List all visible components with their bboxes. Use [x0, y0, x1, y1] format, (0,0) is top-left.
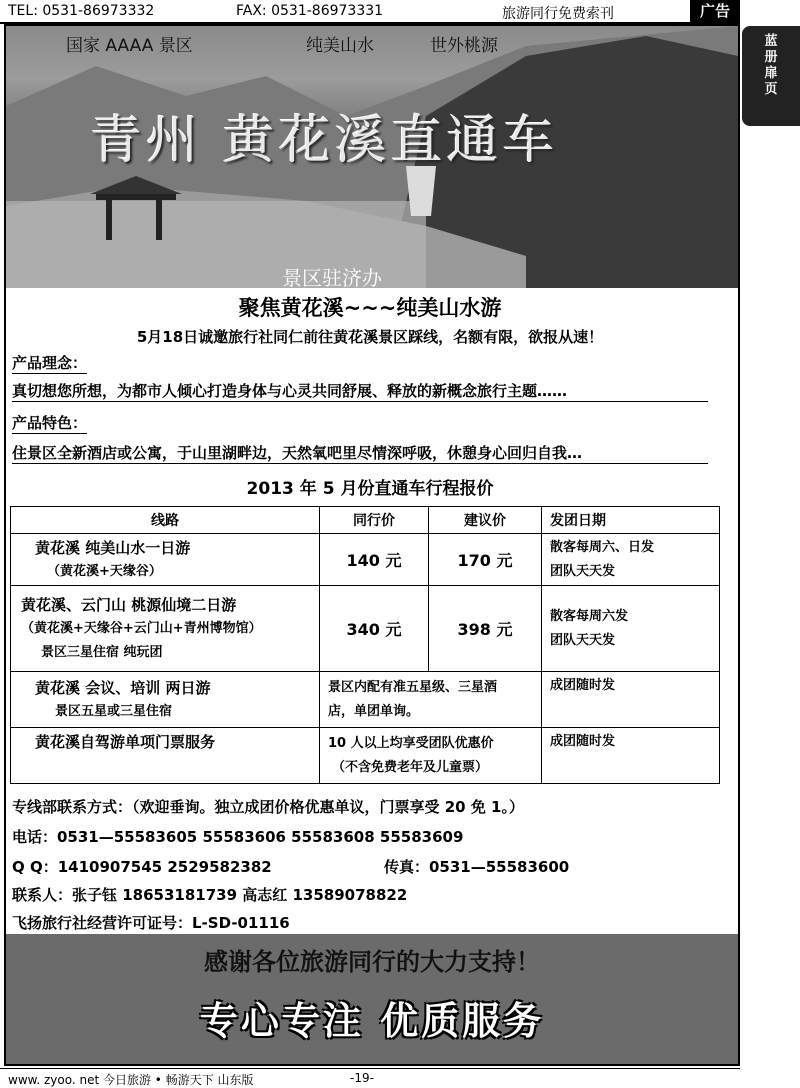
- route-cell: [11, 728, 320, 784]
- banner-title: 青州 黄花溪直通车: [90, 111, 559, 171]
- table-header-row: [11, 507, 720, 534]
- date-line: 散客每周六、日发: [550, 539, 655, 555]
- slogan: 专心专注 优质服务: [199, 999, 545, 1043]
- note-line: 景区内配有准五星级、三星酒: [328, 679, 498, 695]
- contact-fax: 传真：0531—55583600: [384, 858, 570, 876]
- side-tab-label: 蓝册扉页: [764, 34, 778, 97]
- date-line: 成团随时发: [550, 678, 616, 693]
- route-name: 黄花溪 纯美山水一日游: [35, 538, 191, 557]
- table-row: [11, 534, 720, 586]
- dates-cell: [542, 586, 720, 672]
- dates-cell: [542, 672, 720, 728]
- top-bar: [0, 0, 740, 24]
- date-line: 散客每周六发: [550, 608, 629, 624]
- route-name: 黄花溪、云门山 桃源仙境二日游: [21, 595, 237, 614]
- banner-office: 景区驻济办: [282, 266, 382, 288]
- header-dates: 发团日期: [542, 507, 720, 534]
- side-tab[interactable]: [742, 26, 800, 126]
- thanks-banner: [6, 934, 738, 1064]
- header-peer-price: 同行价: [320, 507, 429, 534]
- contact-person: 联系人：张子钰 18653181739 高志红 13589078822: [12, 886, 408, 904]
- note-cell: [320, 728, 542, 784]
- contact-intro: 专线部联系方式：（欢迎垂询。独立成团价格优惠单议，门票享受 20 免 1。）: [12, 798, 524, 816]
- concept-text: 真切想您所想，为都市人倾心打造身体与心灵共同舒展、释放的新概念旅行主题……: [12, 380, 708, 402]
- banner-subtitle-1: 国家 AAAA 景区: [66, 36, 193, 56]
- table-row: [11, 728, 720, 784]
- route-detail: 景区五星或三星住宿: [55, 703, 173, 719]
- note-line: 店，单团单询。: [328, 703, 420, 719]
- route-cell: [11, 672, 320, 728]
- contact-qq: Q Q：1410907545 2529582382: [12, 858, 272, 876]
- table-row: [11, 586, 720, 672]
- note-cell: [320, 672, 542, 728]
- suggest-price: 170 元: [429, 534, 542, 586]
- route-name: 黄花溪自驾游单项门票服务: [35, 733, 216, 751]
- route-detail: （黄花溪+天缘谷）: [47, 563, 162, 579]
- suggest-price: 398 元: [429, 586, 542, 672]
- concept-label: 产品理念：: [12, 354, 88, 372]
- peer-price: 140 元: [320, 534, 429, 586]
- banner-photo: [6, 26, 738, 288]
- date-line: 团队天天发: [550, 632, 616, 648]
- route-detail: 景区三星住宿 纯玩团: [41, 644, 163, 660]
- price-table-title: 2013 年 5 月份直通车行程报价: [246, 479, 494, 499]
- ad-tag: 广告: [690, 0, 740, 22]
- route-cell: [11, 534, 320, 586]
- date-line: 成团随时发: [550, 734, 616, 749]
- thanks-line: 感谢各位旅游同行的大力支持！: [204, 948, 540, 976]
- license: 飞扬旅行社经营许可证号：L-SD-01116: [12, 914, 290, 932]
- contact-phone: 电话：0531—55583605 55583606 55583608 55583609: [12, 828, 464, 846]
- notice: 5月18日诚邀旅行社同仁前往黄花溪景区踩线，名额有限，欲报从速！: [136, 328, 604, 346]
- date-line: 团队天天发: [550, 563, 616, 579]
- page-number: -19-: [350, 1071, 374, 1085]
- headline: 聚焦黄花溪~~~纯美山水游: [238, 296, 502, 320]
- price-table: [10, 506, 720, 784]
- footer-site: www. zyoo. net 今日旅游 • 畅游天下 山东版: [8, 1073, 254, 1087]
- route-cell: [11, 586, 320, 672]
- route-name: 黄花溪 会议、培训 两日游: [35, 678, 211, 697]
- header-suggest-price: 建议价: [429, 507, 542, 534]
- peer-price: 340 元: [320, 586, 429, 672]
- feature-text: 住景区全新酒店或公寓，于山里湖畔边，天然氧吧里尽情深呼吸，休憩身心回归自我…: [12, 442, 708, 464]
- table-row: [11, 672, 720, 728]
- header-fax: FAX: 0531-86973331: [236, 3, 384, 19]
- banner-subtitle-3: 世外桃源: [430, 36, 498, 56]
- feature-label: 产品特色：: [12, 414, 88, 432]
- header-index: 旅游同行免费索刊: [502, 6, 614, 22]
- note-line: 10 人以上均享受团队优惠价: [328, 735, 494, 751]
- banner-subtitle-2: 纯美山水: [306, 36, 374, 56]
- note-line: （不含免费老年及儿童票）: [332, 759, 489, 775]
- header-route: 线路: [11, 507, 320, 534]
- header-tel: TEL: 0531-86973332: [8, 3, 155, 19]
- footer: [0, 1068, 740, 1087]
- route-detail: （黄花溪+天缘谷+云门山+青州博物馆）: [21, 620, 262, 636]
- dates-cell: [542, 728, 720, 784]
- dates-cell: [542, 534, 720, 586]
